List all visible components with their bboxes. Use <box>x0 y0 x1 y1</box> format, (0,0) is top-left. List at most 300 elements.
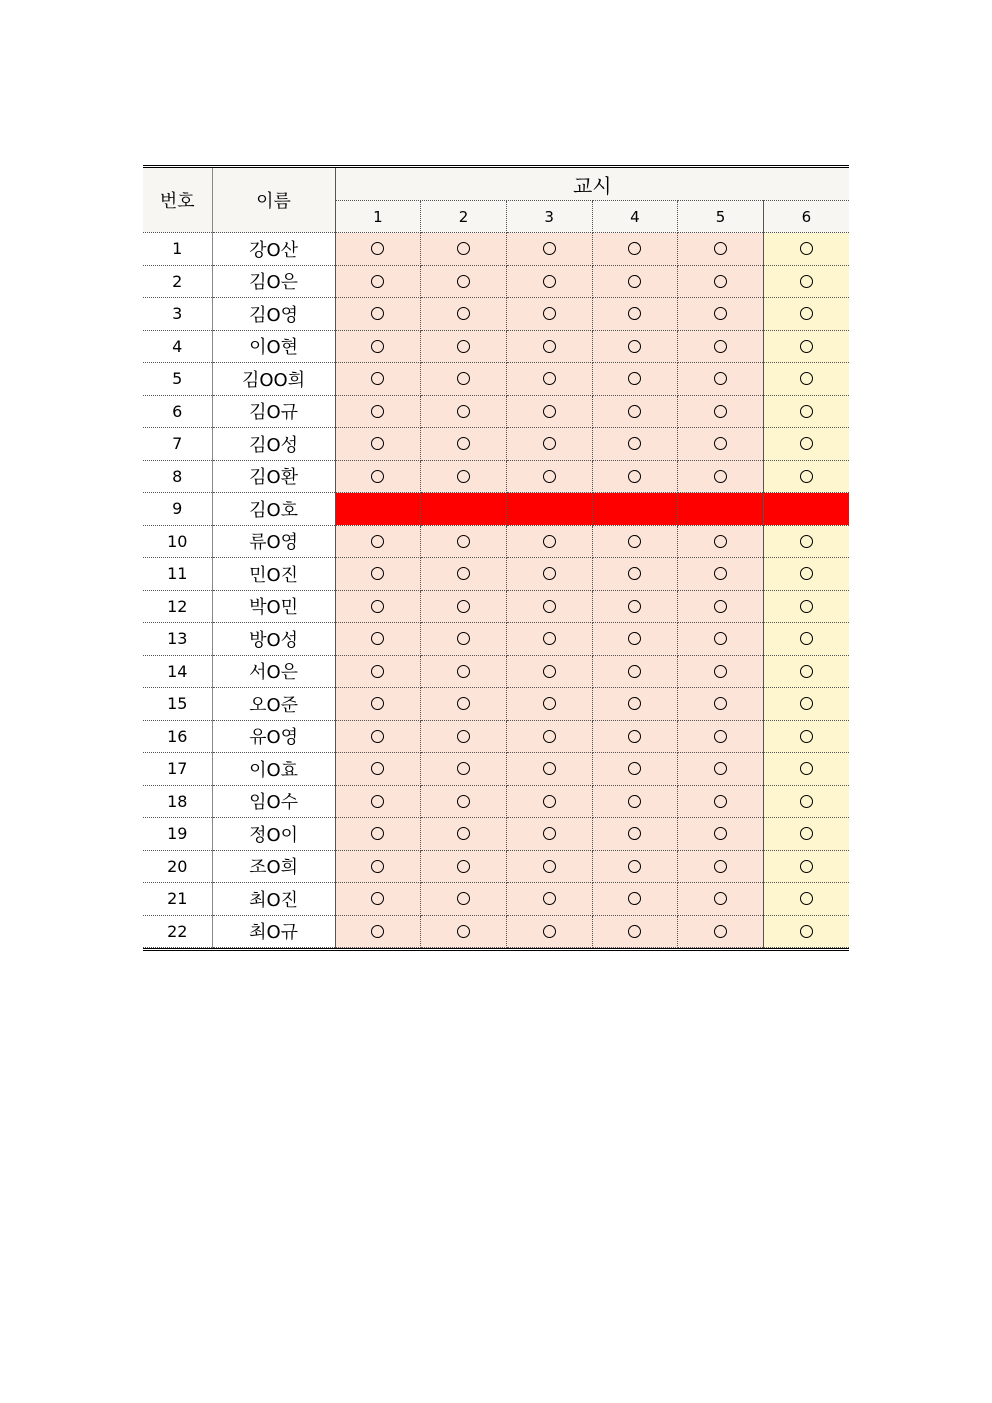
circle-icon <box>714 892 727 905</box>
attendance-cell-period-2 <box>421 363 507 396</box>
attendance-cell-period-1 <box>335 493 421 526</box>
table-row <box>143 298 849 331</box>
header-period-2: 2 <box>421 201 507 233</box>
circle-icon <box>371 827 384 840</box>
table-row <box>143 818 849 851</box>
circle-icon <box>800 892 813 905</box>
circle-icon <box>371 405 384 418</box>
attendance-cell-period-1 <box>335 688 421 721</box>
circle-icon <box>800 242 813 255</box>
circle-icon <box>628 827 641 840</box>
circle-icon <box>628 567 641 580</box>
circle-icon <box>371 535 384 548</box>
attendance-cell-period-3 <box>506 655 592 688</box>
attendance-cell-period-4 <box>592 623 678 656</box>
row-number: 22 <box>143 915 212 948</box>
attendance-cell-period-4 <box>592 558 678 591</box>
circle-icon <box>800 600 813 613</box>
circle-icon <box>800 535 813 548</box>
circle-icon <box>714 535 727 548</box>
header-period-5: 5 <box>678 201 764 233</box>
circle-icon <box>800 632 813 645</box>
circle-icon <box>714 567 727 580</box>
attendance-cell-period-3 <box>506 460 592 493</box>
attendance-cell-period-2 <box>421 655 507 688</box>
circle-icon <box>543 600 556 613</box>
circle-icon <box>543 795 556 808</box>
table-row <box>143 655 849 688</box>
circle-icon <box>714 827 727 840</box>
attendance-cell-period-3 <box>506 883 592 916</box>
attendance-cell-period-6 <box>763 850 849 883</box>
circle-icon <box>800 405 813 418</box>
attendance-cell-period-2 <box>421 785 507 818</box>
attendance-cell-period-3 <box>506 720 592 753</box>
attendance-cell-period-2 <box>421 558 507 591</box>
circle-icon <box>371 697 384 710</box>
attendance-cell-period-2 <box>421 883 507 916</box>
circle-icon <box>457 600 470 613</box>
circle-icon <box>457 405 470 418</box>
attendance-cell-period-5 <box>678 460 764 493</box>
attendance-cell-period-1 <box>335 785 421 818</box>
attendance-cell-period-4 <box>592 363 678 396</box>
circle-icon <box>714 470 727 483</box>
student-name: 최O진 <box>212 883 335 916</box>
attendance-cell-period-4 <box>592 265 678 298</box>
row-number: 20 <box>143 850 212 883</box>
attendance-cell-period-5 <box>678 558 764 591</box>
attendance-cell-period-3 <box>506 818 592 851</box>
header-name: 이름 <box>212 168 335 233</box>
attendance-cell-period-2 <box>421 493 507 526</box>
circle-icon <box>457 925 470 938</box>
circle-icon <box>457 275 470 288</box>
attendance-cell-period-6 <box>763 818 849 851</box>
row-number: 5 <box>143 363 212 396</box>
attendance-cell-period-2 <box>421 265 507 298</box>
attendance-cell-period-5 <box>678 330 764 363</box>
circle-icon <box>371 762 384 775</box>
attendance-cell-period-5 <box>678 753 764 786</box>
row-number: 10 <box>143 525 212 558</box>
attendance-cell-period-5 <box>678 363 764 396</box>
attendance-cell-period-2 <box>421 298 507 331</box>
circle-icon <box>628 307 641 320</box>
attendance-cell-period-1 <box>335 395 421 428</box>
attendance-cell-period-1 <box>335 363 421 396</box>
attendance-cell-period-2 <box>421 720 507 753</box>
circle-icon <box>457 372 470 385</box>
circle-icon <box>714 437 727 450</box>
attendance-cell-period-3 <box>506 363 592 396</box>
table-row <box>143 720 849 753</box>
attendance-cell-period-3 <box>506 233 592 266</box>
student-name: 김OO희 <box>212 363 335 396</box>
circle-icon <box>371 437 384 450</box>
circle-icon <box>628 665 641 678</box>
circle-icon <box>457 470 470 483</box>
circle-icon <box>371 567 384 580</box>
student-name: 이O효 <box>212 753 335 786</box>
circle-icon <box>371 470 384 483</box>
circle-icon <box>371 632 384 645</box>
student-name: 김O환 <box>212 460 335 493</box>
table-row <box>143 233 849 266</box>
circle-icon <box>543 925 556 938</box>
attendance-cell-period-3 <box>506 590 592 623</box>
attendance-cell-period-5 <box>678 818 764 851</box>
header-row-top <box>143 168 849 201</box>
attendance-cell-period-4 <box>592 590 678 623</box>
attendance-cell-period-2 <box>421 753 507 786</box>
circle-icon <box>714 925 727 938</box>
circle-icon <box>628 275 641 288</box>
attendance-cell-period-3 <box>506 753 592 786</box>
attendance-cell-period-6 <box>763 493 849 526</box>
header-period-group: 교시 <box>335 168 849 201</box>
attendance-cell-period-1 <box>335 558 421 591</box>
attendance-cell-period-1 <box>335 655 421 688</box>
table-row <box>143 558 849 591</box>
attendance-cell-period-6 <box>763 558 849 591</box>
circle-icon <box>543 632 556 645</box>
row-number: 2 <box>143 265 212 298</box>
circle-icon <box>714 405 727 418</box>
attendance-cell-period-1 <box>335 850 421 883</box>
row-number: 9 <box>143 493 212 526</box>
attendance-cell-period-5 <box>678 428 764 461</box>
circle-icon <box>628 405 641 418</box>
circle-icon <box>628 860 641 873</box>
attendance-sheet <box>143 165 849 951</box>
row-number: 7 <box>143 428 212 461</box>
attendance-cell-period-1 <box>335 298 421 331</box>
circle-icon <box>714 242 727 255</box>
attendance-cell-period-1 <box>335 428 421 461</box>
attendance-cell-period-5 <box>678 688 764 721</box>
circle-icon <box>800 275 813 288</box>
circle-icon <box>714 795 727 808</box>
circle-icon <box>543 372 556 385</box>
circle-icon <box>371 925 384 938</box>
attendance-cell-period-2 <box>421 915 507 948</box>
student-name: 김O호 <box>212 493 335 526</box>
circle-icon <box>371 860 384 873</box>
circle-icon <box>543 242 556 255</box>
attendance-cell-period-4 <box>592 525 678 558</box>
circle-icon <box>543 827 556 840</box>
attendance-cell-period-2 <box>421 688 507 721</box>
circle-icon <box>457 340 470 353</box>
attendance-cell-period-1 <box>335 883 421 916</box>
row-number: 1 <box>143 233 212 266</box>
attendance-cell-period-4 <box>592 883 678 916</box>
circle-icon <box>457 242 470 255</box>
circle-icon <box>800 730 813 743</box>
attendance-cell-period-6 <box>763 233 849 266</box>
table-row <box>143 883 849 916</box>
student-name: 강O산 <box>212 233 335 266</box>
attendance-cell-period-6 <box>763 590 849 623</box>
table-row <box>143 428 849 461</box>
attendance-cell-period-6 <box>763 688 849 721</box>
circle-icon <box>457 795 470 808</box>
attendance-cell-period-2 <box>421 233 507 266</box>
table-row <box>143 753 849 786</box>
attendance-cell-period-6 <box>763 753 849 786</box>
attendance-cell-period-4 <box>592 818 678 851</box>
attendance-cell-period-2 <box>421 525 507 558</box>
row-number: 13 <box>143 623 212 656</box>
circle-icon <box>800 860 813 873</box>
circle-icon <box>457 632 470 645</box>
circle-icon <box>371 372 384 385</box>
attendance-cell-period-4 <box>592 460 678 493</box>
attendance-cell-period-2 <box>421 818 507 851</box>
attendance-cell-period-1 <box>335 525 421 558</box>
attendance-cell-period-4 <box>592 720 678 753</box>
circle-icon <box>800 827 813 840</box>
circle-icon <box>800 437 813 450</box>
attendance-cell-period-1 <box>335 233 421 266</box>
row-number: 18 <box>143 785 212 818</box>
table-row <box>143 493 849 526</box>
attendance-cell-period-4 <box>592 298 678 331</box>
attendance-cell-period-1 <box>335 330 421 363</box>
circle-icon <box>800 762 813 775</box>
attendance-cell-period-5 <box>678 233 764 266</box>
attendance-cell-period-6 <box>763 915 849 948</box>
student-name: 박O민 <box>212 590 335 623</box>
circle-icon <box>457 567 470 580</box>
attendance-cell-period-3 <box>506 688 592 721</box>
row-number: 3 <box>143 298 212 331</box>
student-name: 김O영 <box>212 298 335 331</box>
table-row <box>143 850 849 883</box>
row-number: 4 <box>143 330 212 363</box>
circle-icon <box>714 665 727 678</box>
attendance-cell-period-5 <box>678 590 764 623</box>
circle-icon <box>371 307 384 320</box>
header-period-1: 1 <box>335 201 421 233</box>
attendance-cell-period-2 <box>421 395 507 428</box>
attendance-cell-period-3 <box>506 785 592 818</box>
attendance-cell-period-1 <box>335 590 421 623</box>
attendance-cell-period-6 <box>763 525 849 558</box>
circle-icon <box>800 372 813 385</box>
table-row <box>143 525 849 558</box>
attendance-cell-period-3 <box>506 330 592 363</box>
attendance-cell-period-5 <box>678 915 764 948</box>
attendance-cell-period-3 <box>506 395 592 428</box>
student-name: 류O영 <box>212 525 335 558</box>
student-name: 김O은 <box>212 265 335 298</box>
circle-icon <box>800 340 813 353</box>
attendance-cell-period-1 <box>335 623 421 656</box>
circle-icon <box>371 665 384 678</box>
student-name: 오O준 <box>212 688 335 721</box>
circle-icon <box>457 437 470 450</box>
circle-icon <box>714 307 727 320</box>
circle-icon <box>371 600 384 613</box>
circle-icon <box>457 307 470 320</box>
attendance-cell-period-5 <box>678 525 764 558</box>
table-row <box>143 395 849 428</box>
circle-icon <box>628 470 641 483</box>
circle-icon <box>543 340 556 353</box>
attendance-cell-period-6 <box>763 265 849 298</box>
attendance-cell-period-6 <box>763 428 849 461</box>
attendance-cell-period-5 <box>678 850 764 883</box>
circle-icon <box>714 730 727 743</box>
row-number: 19 <box>143 818 212 851</box>
table-row <box>143 785 849 818</box>
attendance-cell-period-4 <box>592 330 678 363</box>
circle-icon <box>714 632 727 645</box>
attendance-cell-period-6 <box>763 395 849 428</box>
attendance-cell-period-6 <box>763 460 849 493</box>
attendance-cell-period-1 <box>335 460 421 493</box>
circle-icon <box>543 860 556 873</box>
attendance-cell-period-5 <box>678 623 764 656</box>
circle-icon <box>543 405 556 418</box>
attendance-cell-period-4 <box>592 850 678 883</box>
circle-icon <box>628 795 641 808</box>
row-number: 14 <box>143 655 212 688</box>
header-period-6: 6 <box>763 201 849 233</box>
attendance-cell-period-3 <box>506 915 592 948</box>
circle-icon <box>628 535 641 548</box>
attendance-table <box>143 168 849 948</box>
attendance-cell-period-6 <box>763 330 849 363</box>
table-row <box>143 265 849 298</box>
attendance-cell-period-2 <box>421 460 507 493</box>
circle-icon <box>628 437 641 450</box>
attendance-cell-period-3 <box>506 525 592 558</box>
row-number: 6 <box>143 395 212 428</box>
student-name: 임O수 <box>212 785 335 818</box>
circle-icon <box>714 600 727 613</box>
table-row <box>143 623 849 656</box>
attendance-cell-period-6 <box>763 623 849 656</box>
header-period-3: 3 <box>506 201 592 233</box>
attendance-cell-period-4 <box>592 233 678 266</box>
circle-icon <box>628 632 641 645</box>
circle-icon <box>543 730 556 743</box>
attendance-cell-period-6 <box>763 720 849 753</box>
circle-icon <box>714 697 727 710</box>
table-row <box>143 363 849 396</box>
circle-icon <box>628 242 641 255</box>
circle-icon <box>628 697 641 710</box>
attendance-cell-period-5 <box>678 785 764 818</box>
row-number: 16 <box>143 720 212 753</box>
circle-icon <box>800 567 813 580</box>
circle-icon <box>714 275 727 288</box>
roster-body <box>143 233 849 948</box>
attendance-cell-period-5 <box>678 395 764 428</box>
circle-icon <box>714 340 727 353</box>
table-row <box>143 460 849 493</box>
attendance-cell-period-1 <box>335 818 421 851</box>
row-number: 15 <box>143 688 212 721</box>
attendance-cell-period-4 <box>592 785 678 818</box>
attendance-cell-period-4 <box>592 655 678 688</box>
attendance-cell-period-3 <box>506 428 592 461</box>
attendance-cell-period-4 <box>592 688 678 721</box>
student-name: 이O현 <box>212 330 335 363</box>
row-number: 8 <box>143 460 212 493</box>
circle-icon <box>543 437 556 450</box>
circle-icon <box>371 340 384 353</box>
row-number: 12 <box>143 590 212 623</box>
circle-icon <box>543 470 556 483</box>
circle-icon <box>371 892 384 905</box>
student-name: 서O은 <box>212 655 335 688</box>
circle-icon <box>628 925 641 938</box>
circle-icon <box>628 762 641 775</box>
circle-icon <box>628 340 641 353</box>
attendance-cell-period-3 <box>506 850 592 883</box>
attendance-cell-period-6 <box>763 883 849 916</box>
circle-icon <box>543 535 556 548</box>
circle-icon <box>457 535 470 548</box>
attendance-cell-period-2 <box>421 590 507 623</box>
table-row <box>143 915 849 948</box>
attendance-cell-period-1 <box>335 753 421 786</box>
circle-icon <box>800 665 813 678</box>
row-number: 17 <box>143 753 212 786</box>
attendance-cell-period-6 <box>763 655 849 688</box>
circle-icon <box>543 567 556 580</box>
circle-icon <box>543 665 556 678</box>
table-row <box>143 688 849 721</box>
student-name: 조O희 <box>212 850 335 883</box>
attendance-cell-period-4 <box>592 428 678 461</box>
attendance-cell-period-2 <box>421 428 507 461</box>
attendance-cell-period-5 <box>678 265 764 298</box>
attendance-cell-period-3 <box>506 298 592 331</box>
circle-icon <box>800 925 813 938</box>
circle-icon <box>800 470 813 483</box>
attendance-cell-period-6 <box>763 298 849 331</box>
circle-icon <box>371 275 384 288</box>
student-name: 유O영 <box>212 720 335 753</box>
circle-icon <box>371 795 384 808</box>
circle-icon <box>543 697 556 710</box>
student-name: 정O이 <box>212 818 335 851</box>
circle-icon <box>800 697 813 710</box>
circle-icon <box>457 827 470 840</box>
circle-icon <box>543 762 556 775</box>
student-name: 방O성 <box>212 623 335 656</box>
header-number: 번호 <box>143 168 212 233</box>
attendance-cell-period-1 <box>335 720 421 753</box>
row-number: 11 <box>143 558 212 591</box>
circle-icon <box>457 697 470 710</box>
attendance-cell-period-4 <box>592 753 678 786</box>
circle-icon <box>371 730 384 743</box>
circle-icon <box>457 665 470 678</box>
attendance-cell-period-2 <box>421 623 507 656</box>
attendance-cell-period-3 <box>506 265 592 298</box>
attendance-cell-period-3 <box>506 623 592 656</box>
circle-icon <box>371 242 384 255</box>
circle-icon <box>543 275 556 288</box>
attendance-cell-period-4 <box>592 493 678 526</box>
circle-icon <box>714 372 727 385</box>
